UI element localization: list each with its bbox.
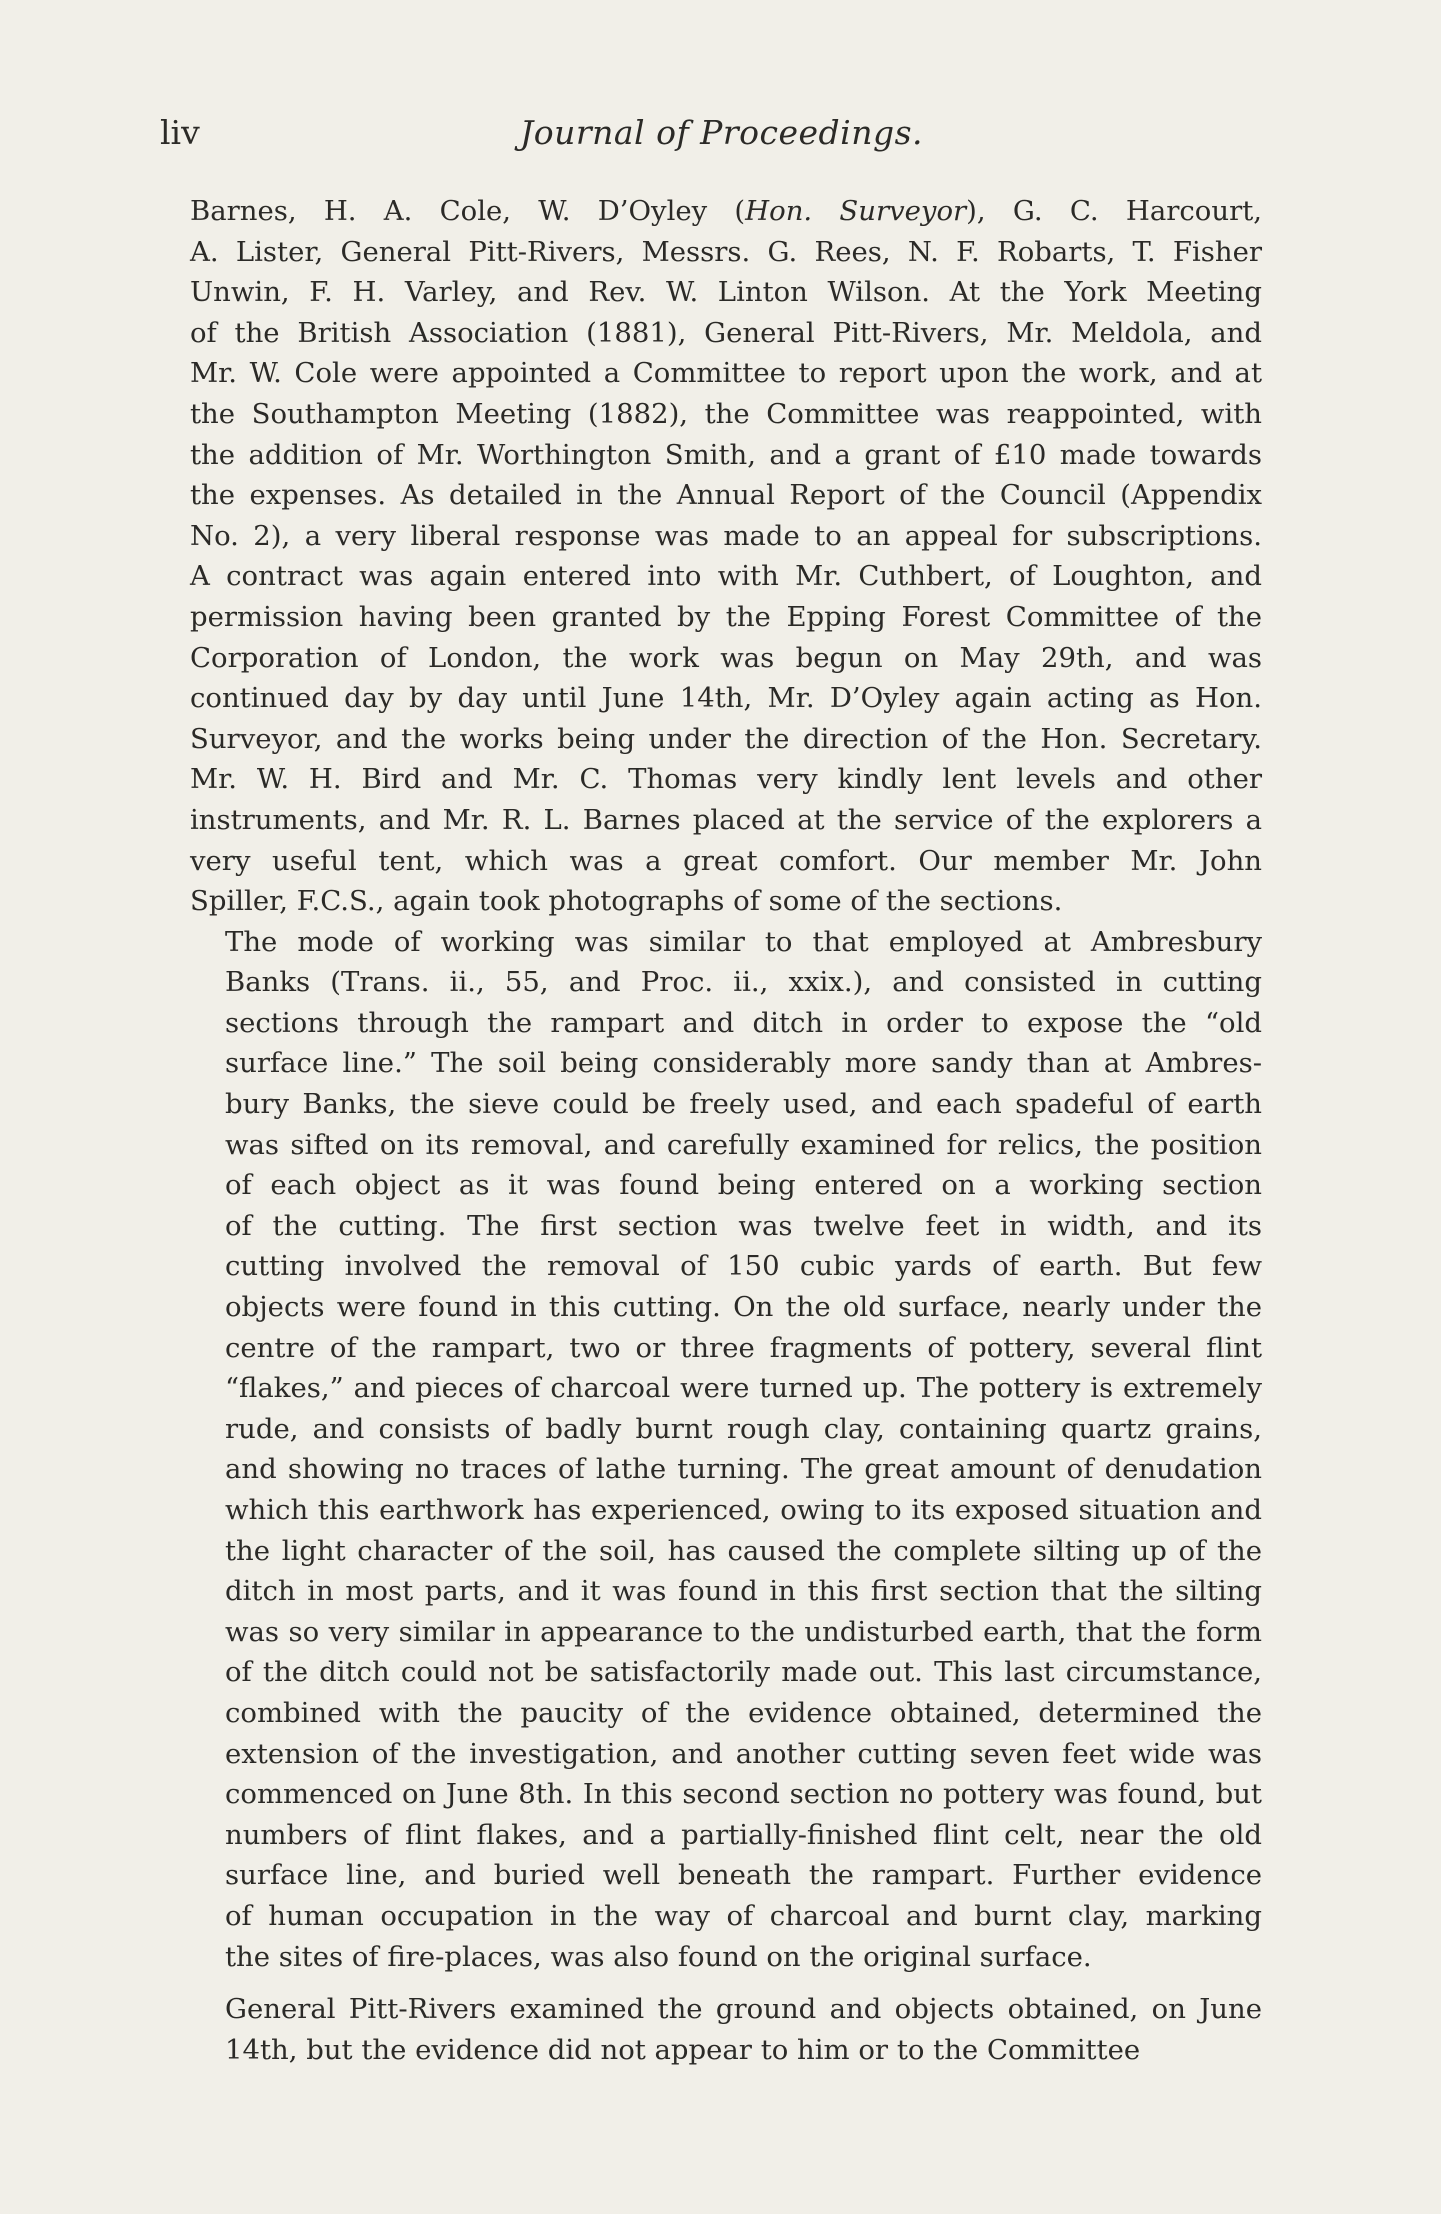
text-line: Unwin, F. H. Varley, and Rev. W. Linton Wilson. At the York Meeting — [190, 276, 1262, 309]
text-line: was so very similar in appearance to the undisturbed earth, that the form — [225, 1615, 1262, 1648]
text-line: ditch in most parts, and it was found in this first section that the silting — [225, 1575, 1262, 1608]
text-line: the Southampton Meeting (1882), the Committee was reappointed, with — [190, 397, 1262, 430]
text-line: the sites of fire-places, was also found on the original surface. — [225, 1940, 1092, 1973]
text-line: of the British Association (1881), General Pitt-Rivers, Mr. Meldola, and — [190, 316, 1262, 349]
text-line: Corporation of London, the work was begun on May 29th, and was — [190, 641, 1262, 674]
text-line: General Pitt-Rivers examined the ground and objects obtained, on June — [225, 1993, 1262, 2026]
text-line: of the cutting. The first section was twelve feet in width, and its — [225, 1209, 1262, 1242]
text-line: centre of the rampart, two or three fragments of pottery, several flint — [225, 1331, 1262, 1364]
paragraph-1 — [190, 191, 1262, 922]
text-line: numbers of flint flakes, and a partially-finished flint celt, near the old — [225, 1818, 1262, 1851]
text-line: surface line, and buried well beneath the rampart. Further evidence — [225, 1859, 1262, 1892]
text-line: The mode of working was similar to that employed at Ambresbury — [225, 925, 1262, 958]
text-line: Banks (Trans. ii., 55, and Proc. ii., xxix.), and consisted in cutting — [225, 966, 1262, 999]
text-line: was sifted on its removal, and carefully examined for relics, the position — [225, 1128, 1262, 1161]
text-line: Barnes, H. A. Cole, W. D’Oyley (Hon. Surveyor), G. C. Harcourt, — [190, 195, 1263, 227]
text-line: 14th, but the evidence did not appear to him or to the Committee — [225, 2033, 1141, 2066]
text-line: extension of the investigation, and another cutting seven feet wide was — [225, 1737, 1262, 1770]
body-text — [190, 191, 1262, 2070]
text-line: which this earthwork has experienced, owing to its exposed situation and — [225, 1494, 1262, 1526]
text-line: commenced on June 8th. In this second section no pottery was found, but — [225, 1778, 1262, 1811]
text-line: “flakes,” and pieces of charcoal were turned up. The pottery is extremely — [225, 1372, 1262, 1405]
text-line: the addition of Mr. Worthington Smith, and a grant of £10 made towards — [190, 438, 1262, 471]
running-head — [160, 108, 1260, 158]
text-line: Mr. W. H. Bird and Mr. C. Thomas very kindly lent levels and other — [190, 763, 1262, 796]
text-line: of human occupation in the way of charcoal and burnt clay, marking — [225, 1899, 1262, 1932]
text-line: bury Banks, the sieve could be freely used, and each spadeful of earth — [225, 1088, 1262, 1121]
text-line: surface line.” The soil being considerably more sandy than at Ambres- — [225, 1047, 1262, 1080]
text-line: and showing no traces of lathe turning. The great amount of denudation — [225, 1453, 1262, 1486]
running-title: Journal of Proceedings. — [520, 113, 924, 152]
text-line: Spiller, F.C.S., again took photographs of some of the sections. — [190, 885, 1063, 918]
text-line: rude, and consists of badly burnt rough clay, containing quartz grains, — [225, 1412, 1262, 1445]
text-line: A contract was again entered into with Mr. Cuthbert, of Loughton, and — [190, 560, 1262, 593]
text-line: the expenses. As detailed in the Annual Report of the Council (Appendix — [190, 479, 1262, 512]
text-line: of each object as it was found being entered on a working section — [225, 1169, 1262, 1202]
text-line: A. Lister, General Pitt-Rivers, Messrs. G. Rees, N. F. Robarts, T. Fisher — [190, 235, 1262, 268]
text-line: very useful tent, which was a great comfort. Our member Mr. John — [190, 844, 1262, 877]
text-line: cutting involved the removal of 150 cubic yards of earth. But few — [225, 1250, 1262, 1283]
text-line: Mr. W. Cole were appointed a Committee to report upon the work, and at — [190, 357, 1262, 390]
text-line: permission having been granted by the Epping Forest Committee of the — [190, 600, 1262, 633]
text-line: objects were found in this cutting. On the old surface, nearly under the — [225, 1291, 1262, 1324]
text-line: No. 2), a very liberal response was made to an appeal for subscriptions. — [190, 519, 1262, 552]
text-line: Surveyor, and the works being under the direction of the Hon. Secretary. — [190, 722, 1262, 755]
text-line: combined with the paucity of the evidence obtained, determined the — [225, 1696, 1262, 1729]
text-line: of the ditch could not be satisfactorily made out. This last circumstance, — [225, 1656, 1262, 1689]
text-line: sections through the rampart and ditch in order to expose the “old — [225, 1006, 1262, 1039]
paragraph-2 — [190, 922, 1262, 1977]
paragraph-3 — [190, 1989, 1262, 2070]
page-number: liv — [160, 113, 200, 152]
text-line: instruments, and Mr. R. L. Barnes placed at the service of the explorers a — [190, 803, 1262, 836]
text-line: continued day by day until June 14th, Mr. D’Oyley again acting as Hon. — [190, 682, 1262, 715]
text-line: the light character of the soil, has caused the complete silting up of the — [225, 1534, 1262, 1567]
